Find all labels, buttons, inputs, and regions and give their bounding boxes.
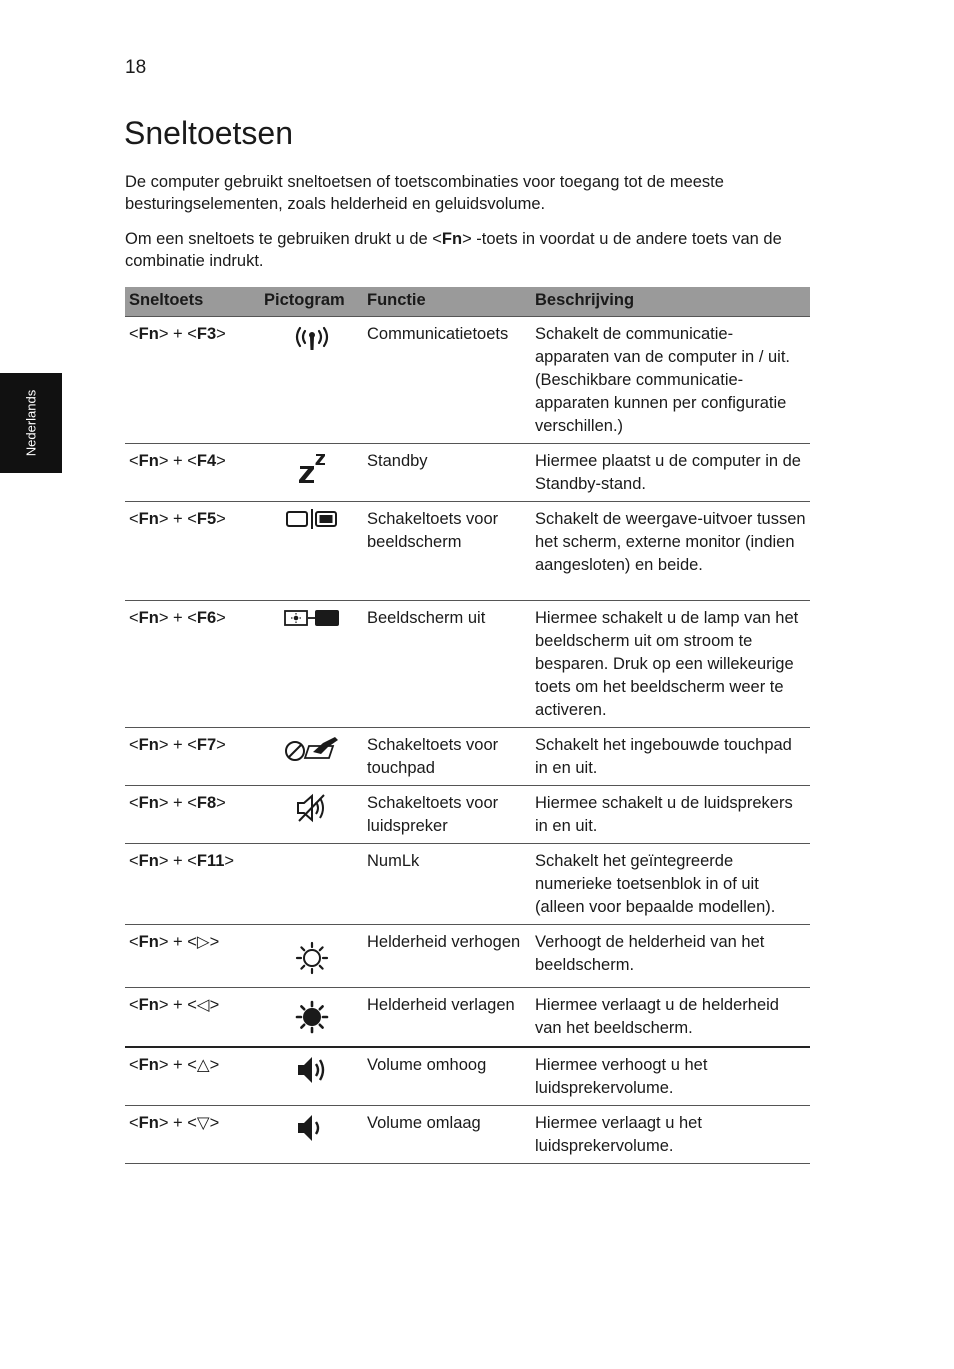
table-row (125, 444, 810, 502)
function-cell: Standby (363, 444, 531, 502)
function-cell: Helderheid verhogen (363, 925, 531, 988)
hotkey-cell: <Fn> + <▽> (125, 1106, 260, 1164)
brightness-up-icon (260, 925, 363, 988)
table-header-row (125, 287, 810, 317)
hotkey-cell: <Fn> + <F6> (125, 601, 260, 728)
description-cell: Verhoogt de helderheid van het beeldscherm. (531, 925, 810, 988)
display-off-icon (260, 601, 363, 728)
page-number: 18 (125, 57, 147, 78)
header-function: Functie (363, 287, 531, 317)
hotkey-cell: <Fn> + <F8> (125, 786, 260, 844)
function-cell: Schakeltoets voor luidspreker (363, 786, 531, 844)
touchpad-toggle-icon (260, 728, 363, 786)
description-cell: Schakelt het geïntegreerde numerieke toetsenblok in of uit (alleen voor bepaalde modellen). (531, 844, 810, 925)
sleep-zz-icon (260, 444, 363, 502)
hotkey-cell: <Fn> + <F3> (125, 317, 260, 444)
function-cell: Volume omhoog (363, 1047, 531, 1106)
function-cell: Schakeltoets voor touchpad (363, 728, 531, 786)
speaker-mute-icon (260, 786, 363, 844)
description-cell: Hiermee verhoogt u het luidsprekervolume. (531, 1047, 810, 1106)
description-cell: Hiermee schakelt u de lamp van het beeldscherm uit om stroom te besparen. Druk op een willekeurige toets om het beeldscherm weer te activeren. (531, 601, 810, 728)
table-row (125, 1106, 810, 1164)
function-cell: NumLk (363, 844, 531, 925)
function-cell: Volume omlaag (363, 1106, 531, 1164)
table-row (125, 317, 810, 444)
description-cell: Hiermee verlaagt u het luidsprekervolume. (531, 1106, 810, 1164)
description-cell: Hiermee plaatst u de computer in de Standby-stand. (531, 444, 810, 502)
hotkey-cell: <Fn> + <◁> (125, 988, 260, 1048)
table-row (125, 925, 810, 988)
brightness-down-icon (260, 988, 363, 1048)
header-hotkey: Sneltoets (125, 287, 260, 317)
table-row (125, 786, 810, 844)
volume-down-icon (260, 1106, 363, 1164)
table-row (125, 844, 810, 925)
description-cell: Hiermee verlaagt u de helderheid van het beeldscherm. (531, 988, 810, 1048)
function-cell: Schakeltoets voor beeldscherm (363, 502, 531, 601)
function-cell: Communicatietoets (363, 317, 531, 444)
description-cell: Schakelt de communicatie-apparaten van de computer in / uit. (Beschikbare communicatie-apparaten kunnen per configuratie verschillen.) (531, 317, 810, 444)
hotkey-cell: <Fn> + <F5> (125, 502, 260, 601)
table-row (125, 728, 810, 786)
intro-paragraph-fn: Om een sneltoets te gebruiken drukt u de <Fn> -toets in voordat u de andere toets van de combinatie indrukt. (125, 230, 782, 270)
empty-icon-cell (260, 844, 363, 925)
hotkey-cell: <Fn> + <F4> (125, 444, 260, 502)
header-description: Beschrijving (531, 287, 810, 317)
page-title: Sneltoetsen (124, 115, 294, 151)
hotkey-cell: <Fn> + <F7> (125, 728, 260, 786)
function-cell: Beeldscherm uit (363, 601, 531, 728)
description-cell: Hiermee schakelt u de luidsprekers in en uit. (531, 786, 810, 844)
table-row (125, 502, 810, 601)
table-row (125, 601, 810, 728)
hotkey-cell: <Fn> + <▷> (125, 925, 260, 988)
volume-up-icon (260, 1047, 363, 1106)
header-icon: Pictogram (260, 287, 363, 317)
display-toggle-icon (260, 502, 363, 601)
language-label: Nederlands (23, 389, 39, 457)
language-side-tab (0, 373, 62, 473)
description-cell: Schakelt het ingebouwde touchpad in en uit. (531, 728, 810, 786)
intro-paragraph: De computer gebruikt sneltoetsen of toetscombinaties voor toegang tot de meeste besturingselementen, zoals helderheid en geluidsvolume. (125, 173, 724, 213)
description-cell: Schakelt de weergave-uitvoer tussen het scherm, externe monitor (indien aangesloten) en beide. (531, 502, 810, 601)
function-cell: Helderheid verlagen (363, 988, 531, 1048)
hotkey-cell: <Fn> + <F11> (125, 844, 260, 925)
table-row (125, 988, 810, 1048)
table-row (125, 1047, 810, 1106)
hotkey-cell: <Fn> + <△> (125, 1047, 260, 1106)
wireless-communication-icon (260, 317, 363, 444)
hotkey-table (125, 287, 810, 1164)
